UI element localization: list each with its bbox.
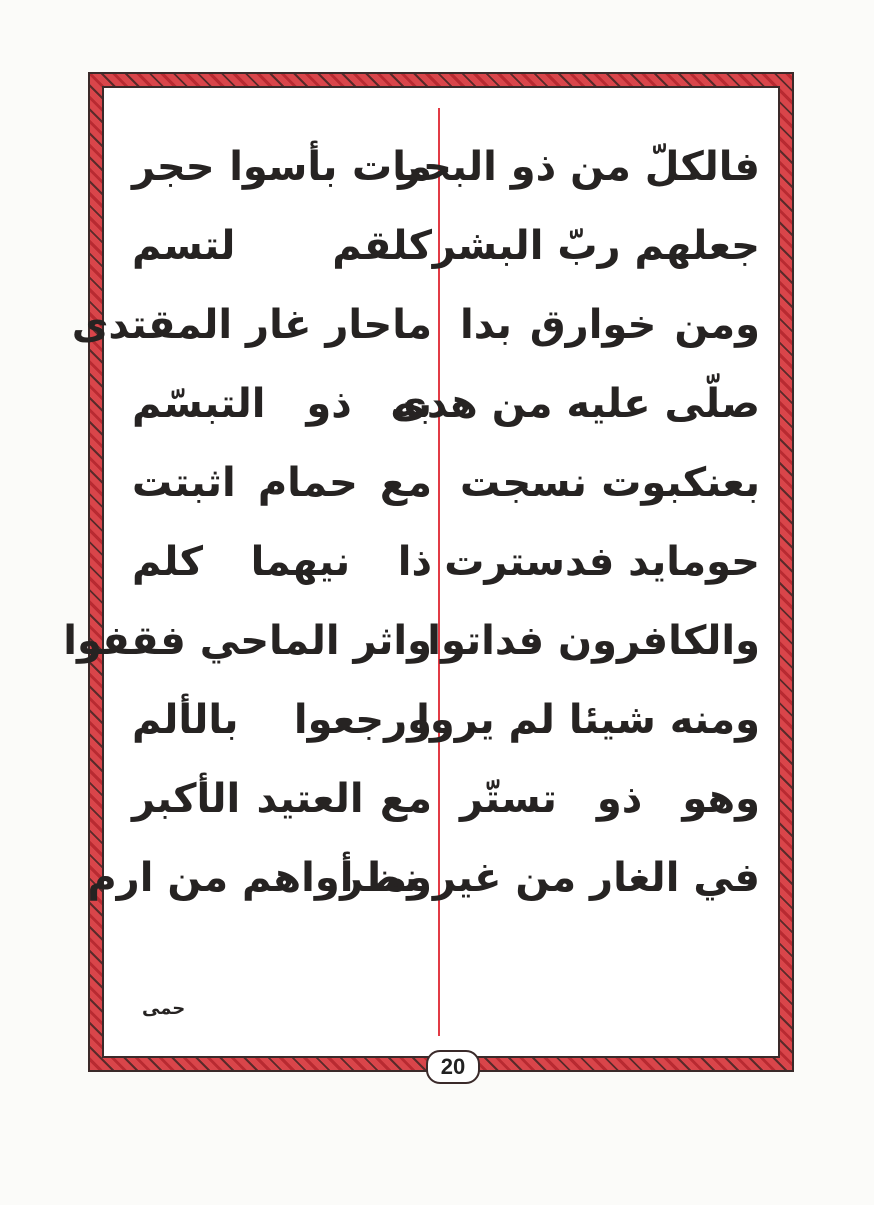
verse-line: ومنه شيئا لم يروا (416, 697, 760, 743)
verse-line: واثر الماحي فقفوا (63, 618, 432, 664)
decorative-frame (63, 72, 794, 1079)
verse-line: بعنكبوت نسجت (460, 460, 760, 506)
verse-line: وما أواهم من ارم (87, 855, 432, 901)
verse-line: في الغار من غير نظر (340, 855, 760, 901)
verse-line: ماحار غار المقتدى (71, 302, 432, 348)
verse-line: ذا نيهما كلم (132, 539, 432, 585)
signature: حمى (142, 998, 186, 1019)
verse-line: حومايد فدسترت (444, 539, 760, 585)
verse-line: جعلهم ربّ البشر (432, 223, 760, 269)
page-number: 20 (426, 1050, 480, 1084)
verse-line: مع العتيد الأكبر (132, 776, 432, 822)
verse-line: ومن خوارق بدا (460, 302, 760, 348)
verse-line: مع حمام اثبتت (132, 460, 432, 506)
verse-line: كلقم لتسم (132, 223, 432, 269)
verse-line: فالكلّ من ذو البحر (398, 144, 760, 190)
right-column (340, 128, 760, 918)
verse-line: وهو ذو تستّر (460, 776, 760, 822)
left-column (63, 128, 432, 918)
verse-line: مات بأسوا حجر (132, 144, 432, 190)
verse-line: والكافرون فداتوا (427, 618, 760, 664)
verse-line: به ذو التبسّم (132, 381, 432, 427)
page-content (63, 88, 778, 1079)
verse-line: ورجعوا بالألم (132, 697, 432, 743)
verse-line: صلّى عليه من هدى (390, 381, 760, 427)
